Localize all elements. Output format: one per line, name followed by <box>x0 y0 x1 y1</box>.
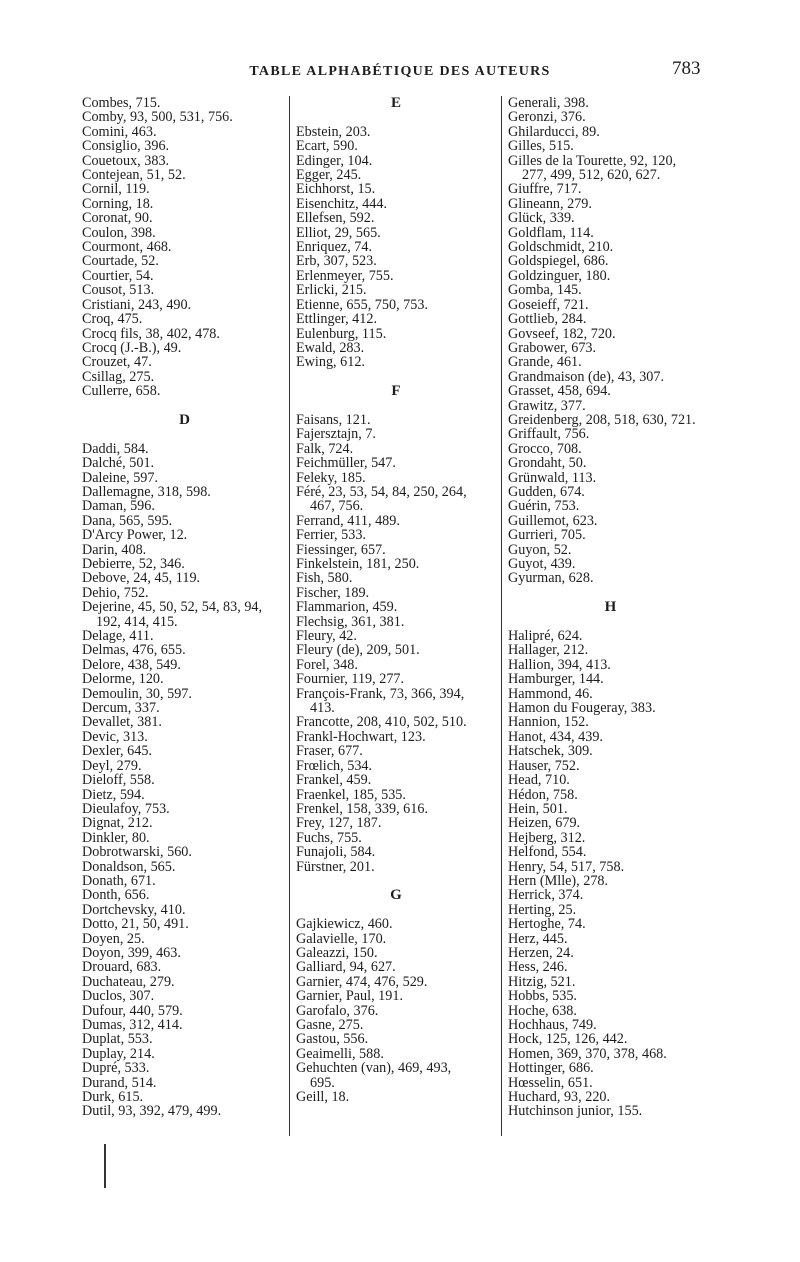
index-entry: Grawitz, 377. <box>508 397 586 414</box>
column-divider <box>501 96 502 1136</box>
index-entry: Dinkler, 80. <box>82 829 150 846</box>
index-entry: Comini, 463. <box>82 123 157 140</box>
index-entry: Csillag, 275. <box>82 368 155 385</box>
blank-line <box>508 586 713 600</box>
index-entry: Devallet, 381. <box>82 714 162 731</box>
index-entry: Courtier, 54. <box>82 267 154 284</box>
index-entry: Debove, 24, 45, 119. <box>82 570 201 587</box>
index-entry: Contejean, 51, 52. <box>82 167 186 184</box>
index-entry: Garnier, Paul, 191. <box>296 988 403 1005</box>
index-entry: Fürstner, 201. <box>296 858 375 875</box>
index-entry: Hein, 501. <box>508 800 568 817</box>
index-entry: Erlenmeyer, 755. <box>296 267 394 284</box>
index-entry: Crocq fils, 38, 402, 478. <box>82 325 220 342</box>
index-entry: Duchateau, 279. <box>82 973 175 990</box>
index-entry: Hutchinson junior, 155. <box>508 1103 643 1120</box>
index-entry: François-Frank, 73, 366, 394, <box>296 685 465 702</box>
index-entry: Donaldson, 565. <box>82 858 176 875</box>
index-entry: Dutil, 93, 392, 479, 499. <box>82 1103 222 1120</box>
section-letter: G <box>390 887 402 904</box>
index-entry: Hamburger, 144. <box>508 671 604 688</box>
index-entry: Fleury (de), 209, 501. <box>296 642 420 659</box>
blank-line <box>296 874 496 888</box>
index-entry: Hamon du Fougeray, 383. <box>508 700 656 717</box>
index-entry: Galeazzi, 150. <box>296 944 378 961</box>
index-entry: Dallemagne, 318, 598. <box>82 483 211 500</box>
index-entry: Ferrier, 533. <box>296 527 366 544</box>
index-entry: Edinger, 104. <box>296 152 373 169</box>
index-entry: Fleury, 42. <box>296 628 357 645</box>
index-entry: Galliard, 94, 627. <box>296 959 396 976</box>
index-entry: Gomba, 145. <box>508 282 582 299</box>
index-entry: Gehuchten (van), 469, 493, <box>296 1060 452 1077</box>
column-divider <box>289 96 290 1136</box>
index-entry: Grasset, 458, 694. <box>508 383 611 400</box>
index-entry: Hottinger, 686. <box>508 1060 594 1077</box>
index-entry: Coulon, 398. <box>82 224 156 241</box>
index-entry: Hatschek, 309. <box>508 743 593 760</box>
index-entry: Goldflam, 114. <box>508 224 594 241</box>
index-entry: Hammond, 46. <box>508 685 593 702</box>
index-entry: Guillemot, 623. <box>508 512 598 529</box>
index-entry: Feichmüller, 547. <box>296 455 396 472</box>
index-entry: Duplat, 553. <box>82 1031 153 1048</box>
index-entry: Hertoghe, 74. <box>508 916 586 933</box>
index-entry: Ettlinger, 412. <box>296 311 377 328</box>
index-entry: Francotte, 208, 410, 502, 510. <box>296 714 467 731</box>
index-entry: Fuchs, 755. <box>296 829 362 846</box>
index-entry: Fajersztajn, 7. <box>296 426 376 443</box>
index-entry: Deyl, 279. <box>82 757 142 774</box>
blank-line <box>296 399 496 413</box>
index-entry: Herting, 25. <box>508 901 577 918</box>
index-entry: Courtade, 52. <box>82 253 159 270</box>
index-entry: Gudden, 674. <box>508 483 585 500</box>
index-entry: Gilles de la Tourette, 92, 120, <box>508 152 677 169</box>
index-entry: Grande, 461. <box>508 354 582 371</box>
index-entry: Donath, 671. <box>82 872 156 889</box>
index-entry: Hess, 246. <box>508 959 568 976</box>
index-entry: Garofalo, 376. <box>296 1002 379 1019</box>
index-entry: Ebstein, 203. <box>296 123 371 140</box>
index-entry-continuation: 467, 756. <box>310 498 364 515</box>
section-letter: F <box>391 383 401 400</box>
index-entry: Gyurman, 628. <box>508 570 594 587</box>
index-entry: Hauser, 752. <box>508 757 580 774</box>
index-entry: Dietz, 594. <box>82 786 145 803</box>
index-entry: Doyon, 399, 463. <box>82 944 181 961</box>
index-entry: Crocq (J.-B.), 49. <box>82 339 182 356</box>
page-number: 783 <box>672 58 701 79</box>
index-entry-continuation: 192, 414, 415. <box>96 613 178 630</box>
index-entry: Homen, 369, 370, 378, 468. <box>508 1045 667 1062</box>
index-entry: Cristiani, 243, 490. <box>82 296 192 313</box>
index-entry: Greidenberg, 208, 518, 630, 721. <box>508 411 696 428</box>
index-entry: Gottlieb, 284. <box>508 311 587 328</box>
index-entry: Dortchevsky, 410. <box>82 901 186 918</box>
index-entry: Fish, 580. <box>296 570 353 587</box>
index-entry: Grandmaison (de), 43, 307. <box>508 368 665 385</box>
index-entry: Eulenburg, 115. <box>296 325 387 342</box>
index-entry: Eichhorst, 15. <box>296 181 376 198</box>
index-entry: Delorme, 120. <box>82 671 164 688</box>
section-letter: D <box>179 411 190 428</box>
index-entry: Geronzi, 376. <box>508 109 586 126</box>
index-entry: Duplay, 214. <box>82 1045 155 1062</box>
index-entry: Grabower, 673. <box>508 339 597 356</box>
index-entry: Dobrotwarski, 560. <box>82 844 192 861</box>
index-entry: Gurrieri, 705. <box>508 527 586 544</box>
index-entry: Delore, 438, 549. <box>82 656 181 673</box>
index-entry: Donth, 656. <box>82 887 150 904</box>
index-entry: D'Arcy Power, 12. <box>82 527 188 544</box>
index-entry: Garnier, 474, 476, 529. <box>296 973 428 990</box>
index-entry: Guyot, 439. <box>508 556 576 572</box>
blank-line <box>82 399 287 413</box>
index-entry: Gilles, 515. <box>508 138 574 155</box>
index-entry: Forel, 348. <box>296 656 358 673</box>
index-entry: Corning, 18. <box>82 195 154 212</box>
index-entry: Daddi, 584. <box>82 440 149 457</box>
index-entry: Hern (Mlle), 278. <box>508 872 609 889</box>
index-entry: Drouard, 683. <box>82 959 162 976</box>
index-entry: Crouzet, 47. <box>82 354 152 371</box>
page-header-title: TABLE ALPHABÉTIQUE DES AUTEURS <box>249 64 551 79</box>
index-entry: Hock, 125, 126, 442. <box>508 1031 628 1048</box>
index-entry: Combes, 715. <box>82 95 161 111</box>
index-entry: Erb, 307, 523. <box>296 253 377 270</box>
index-entry: Fraenkel, 185, 535. <box>296 786 406 803</box>
index-entry: Hallion, 394, 413. <box>508 656 611 673</box>
index-entry: Duclos, 307. <box>82 988 155 1005</box>
index-entry: Delmas, 476, 655. <box>82 642 186 659</box>
index-entry: Feleky, 185. <box>296 469 366 486</box>
index-entry: Ecart, 590. <box>296 138 358 155</box>
index-entry: Heizen, 679. <box>508 815 581 832</box>
index-entry: Elliot, 29, 565. <box>296 224 381 241</box>
index-entry: Cornil, 119. <box>82 181 150 198</box>
index-entry: Coronat, 90. <box>82 210 153 227</box>
index-entry: Govseef, 182, 720. <box>508 325 616 342</box>
index-entry: Helfond, 554. <box>508 844 587 861</box>
index-entry: Dieloff, 558. <box>82 772 155 789</box>
index-entry: Dalché, 501. <box>82 455 155 472</box>
index-entry: Debierre, 52, 346. <box>82 556 185 572</box>
index-entry: Dufour, 440, 579. <box>82 1002 183 1019</box>
index-entry: Cullerre, 658. <box>82 383 161 400</box>
index-entry: Faisans, 121. <box>296 411 371 428</box>
index-entry: Fischer, 189. <box>296 584 370 601</box>
index-entry: Dana, 565, 595. <box>82 512 173 529</box>
index-entry: Dupré, 533. <box>82 1060 150 1077</box>
index-entry: Darin, 408. <box>82 541 147 558</box>
index-column-2 <box>296 96 496 1104</box>
index-entry: Erlicki, 215. <box>296 282 367 299</box>
index-entry: Gajkiewicz, 460. <box>296 916 393 933</box>
index-entry: Dejerine, 45, 50, 52, 54, 83, 94, <box>82 599 263 616</box>
section-letter: H <box>604 599 617 616</box>
index-entry: Grünwald, 113. <box>508 469 597 486</box>
index-entry: Huchard, 93, 220. <box>508 1089 611 1106</box>
index-entry: Frankel, 459. <box>296 772 372 789</box>
index-entry: Head, 710. <box>508 772 570 789</box>
index-entry: Eisenchitz, 444. <box>296 195 388 212</box>
index-entry: Halipré, 624. <box>508 628 583 645</box>
index-entry: Ferrand, 411, 489. <box>296 512 400 529</box>
index-entry: Finkelstein, 181, 250. <box>296 556 420 572</box>
index-entry: Daman, 596. <box>82 498 155 515</box>
index-entry: Giuffre, 717. <box>508 181 582 198</box>
section-letter: E <box>390 95 401 111</box>
index-entry: Frœlich, 534. <box>296 757 373 774</box>
index-entry: Henry, 54, 517, 758. <box>508 858 625 875</box>
index-entry: Glineann, 279. <box>508 195 592 212</box>
index-entry-continuation: 413. <box>310 700 335 717</box>
index-entry: Delage, 411. <box>82 628 154 645</box>
index-entry: Frey, 127, 187. <box>296 815 382 832</box>
index-entry: Durand, 514. <box>82 1074 157 1091</box>
index-entry: Dercum, 337. <box>82 700 160 717</box>
index-entry: Gastou, 556. <box>296 1031 369 1048</box>
index-entry: Galavielle, 170. <box>296 930 387 947</box>
index-entry: Croq, 475. <box>82 311 143 328</box>
index-entry: Geaimelli, 588. <box>296 1045 384 1062</box>
index-entry: Hanot, 434, 439. <box>508 728 603 745</box>
index-entry: Fiessinger, 657. <box>296 541 386 558</box>
index-entry: Fraser, 677. <box>296 743 363 760</box>
index-entry: Herz, 445. <box>508 930 568 947</box>
index-entry: Dumas, 312, 414. <box>82 1017 183 1033</box>
index-entry: Hobbs, 535. <box>508 988 577 1005</box>
index-column-1 <box>82 96 287 1119</box>
index-entry: Egger, 245. <box>296 167 362 184</box>
index-entry: Fournier, 119, 277. <box>296 671 405 688</box>
index-entry: Frenkel, 158, 339, 616. <box>296 800 429 817</box>
blank-line <box>82 427 287 441</box>
index-entry: Ellefsen, 592. <box>296 210 375 227</box>
blank-line <box>296 110 496 124</box>
index-entry: Couetoux, 383. <box>82 152 170 169</box>
index-entry: Devic, 313. <box>82 728 148 745</box>
index-entry: Durk, 615. <box>82 1089 144 1106</box>
index-entry: Griffault, 756. <box>508 426 590 443</box>
index-entry: Hoche, 638. <box>508 1002 577 1019</box>
index-entry: Ewing, 612. <box>296 354 365 371</box>
index-entry: Courmont, 468. <box>82 239 172 256</box>
index-entry: Ghilarducci, 89. <box>508 123 600 140</box>
index-entry: Consiglio, 396. <box>82 138 170 155</box>
index-entry: Dehio, 752. <box>82 584 149 601</box>
index-entry: Guérin, 753. <box>508 498 580 515</box>
index-entry: Generali, 398. <box>508 95 589 111</box>
index-entry: Daleine, 597. <box>82 469 159 486</box>
index-entry: Gasne, 275. <box>296 1017 364 1033</box>
index-entry: Goldschmidt, 210. <box>508 239 614 256</box>
index-entry: Etienne, 655, 750, 753. <box>296 296 429 313</box>
index-entry: Glück, 339. <box>508 210 575 227</box>
index-entry: Demoulin, 30, 597. <box>82 685 192 702</box>
index-entry: Hochhaus, 749. <box>508 1017 597 1033</box>
index-entry: Hejberg, 312. <box>508 829 586 846</box>
index-entry: Falk, 724. <box>296 440 354 457</box>
index-entry: Funajoli, 584. <box>296 844 376 861</box>
index-entry: Dieulafoy, 753. <box>82 800 170 817</box>
index-entry: Grondaht, 50. <box>508 455 587 472</box>
index-entry: Guyon, 52. <box>508 541 572 558</box>
index-entry: Herrick, 374. <box>508 887 584 904</box>
index-entry: Grocco, 708. <box>508 440 582 457</box>
index-entry-continuation: 277, 499, 512, 620, 627. <box>522 167 661 184</box>
index-entry: Goseieff, 721. <box>508 296 589 313</box>
index-entry: Goldzinguer, 180. <box>508 267 611 284</box>
index-entry: Hallager, 212. <box>508 642 589 659</box>
index-entry: Frankl-Hochwart, 123. <box>296 728 426 745</box>
index-entry-continuation: 695. <box>310 1074 335 1091</box>
index-entry: Dignat, 212. <box>82 815 153 832</box>
index-entry: Hédon, 758. <box>508 786 578 803</box>
index-entry: Hitzig, 521. <box>508 973 576 990</box>
index-entry: Flechsig, 361, 381. <box>296 613 405 630</box>
index-entry: Cousot, 513. <box>82 282 155 299</box>
index-entry: Goldspiegel, 686. <box>508 253 609 270</box>
index-entry: Dexler, 645. <box>82 743 152 760</box>
index-entry: Hœsselin, 651. <box>508 1074 593 1091</box>
index-entry: Dotto, 21, 50, 491. <box>82 916 189 933</box>
index-entry: Herzen, 24. <box>508 944 574 961</box>
blank-line <box>296 370 496 384</box>
index-entry: Ewald, 283. <box>296 339 365 356</box>
index-entry: Enriquez, 74. <box>296 239 373 256</box>
margin-mark <box>104 1144 106 1188</box>
index-entry: Flammarion, 459. <box>296 599 398 616</box>
index-entry: Geill, 18. <box>296 1089 350 1106</box>
blank-line <box>296 903 496 917</box>
index-entry: Comby, 93, 500, 531, 756. <box>82 109 233 126</box>
index-entry: Doyen, 25. <box>82 930 145 947</box>
index-column-3 <box>508 96 713 1119</box>
blank-line <box>508 615 713 629</box>
index-entry: Féré, 23, 53, 54, 84, 250, 264, <box>296 483 467 500</box>
index-entry: Hannion, 152. <box>508 714 589 731</box>
